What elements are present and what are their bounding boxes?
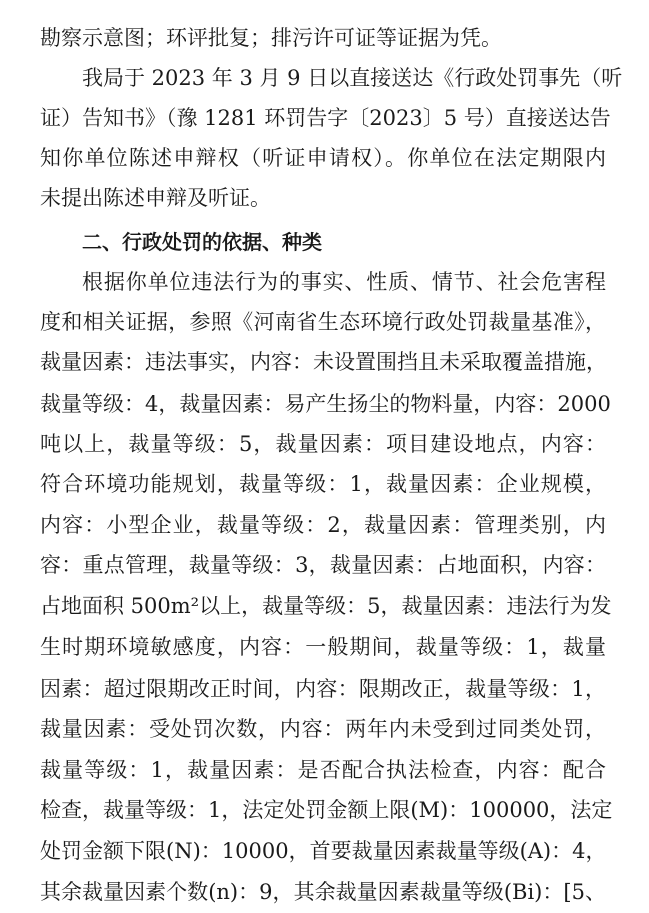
text-line: 裁量等级：4，裁量因素：易产生扬尘的物料量，内容：2000 bbox=[40, 392, 611, 416]
text-line: 裁量因素：受处罚次数，内容：两年内未受到过同类处罚， bbox=[40, 717, 606, 741]
text-line: 我局于 2023 年 3 月 9 日以直接送达《行政处罚事先（听 bbox=[82, 66, 623, 90]
text-line: 处罚金额下限(N)：10000，首要裁量因素裁量等级(A)：4， bbox=[40, 839, 607, 863]
section-heading: 二、行政处罚的依据、种类 bbox=[82, 230, 322, 254]
text-line: 证）告知书》（豫 1281 环罚告字〔2023〕5 号）直接送达告 bbox=[40, 106, 611, 130]
text-line: 占地面积 500m²以上，裁量等级：5，裁量因素：违法行为发 bbox=[40, 594, 612, 618]
text-line: 知你单位陈述申辩权（听证申请权）。你单位在法定期限内 bbox=[40, 146, 606, 170]
text-line: 检查，裁量等级：1，法定处罚金额上限(M)：100000，法定 bbox=[40, 798, 613, 822]
text-line: 吨以上，裁量等级：5，裁量因素：项目建设地点，内容： bbox=[40, 432, 606, 456]
text-line: 其余裁量因素个数(n)：9，其余裁量因素裁量等级(Bi)：[5、 bbox=[40, 880, 606, 904]
text-line: 未提出陈述申辩及听证。 bbox=[40, 186, 271, 210]
text-line: 符合环境功能规划，裁量等级：1，裁量因素：企业规模， bbox=[40, 472, 606, 496]
text-line: 裁量等级：1，裁量因素：是否配合执法检查，内容：配合 bbox=[40, 758, 606, 782]
text-line: 生时期环境敏感度，内容：一般期间，裁量等级：1，裁量 bbox=[40, 635, 606, 659]
text-line: 容：重点管理，裁量等级：3，裁量因素：占地面积，内容： bbox=[40, 553, 606, 577]
text-line: 度和相关证据，参照《河南省生态环境行政处罚裁量基准》， bbox=[40, 310, 606, 334]
text-line: 因素：超过限期改正时间，内容：限期改正，裁量等级：1， bbox=[40, 677, 606, 701]
text-line: 根据你单位违法行为的事实、性质、情节、社会危害程 bbox=[82, 270, 606, 294]
text-line: 勘察示意图；环评批复；排污许可证等证据为凭。 bbox=[40, 26, 502, 50]
text-line: 裁量因素：违法事实，内容：未设置围挡且未采取覆盖措施， bbox=[40, 350, 607, 374]
text-line: 内容：小型企业，裁量等级：2，裁量因素：管理类别，内 bbox=[40, 513, 606, 537]
